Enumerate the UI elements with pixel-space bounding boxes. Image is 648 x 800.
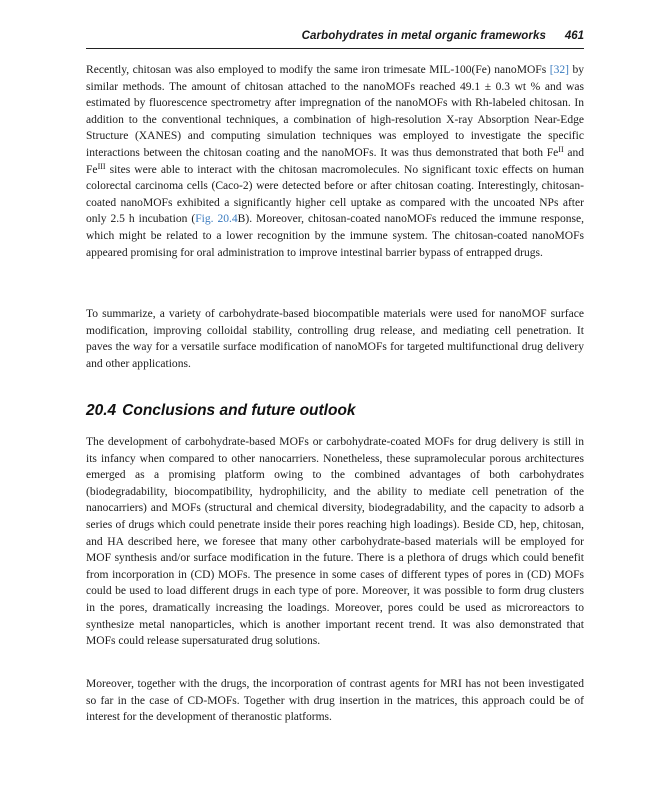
paragraph-text: sites were able to interact with the chitosan macromolecules. No significant toxic effects on human colorectal carcinoma cells (Caco-2) were detected before or after chitosan coating. Interestingly, chitosan-coated nanoMOFs exhibited a significantly higher cell uptake as compared with the uncoated NPs after only 2.5 h incubation ( [86, 163, 584, 226]
paragraph-summary: To summarize, a variety of carbohydrate-based biocompatible materials were used for nanoMOF surface modification, improving colloidal stability, controlling drug release, and mediating cell penetration. It paves the way for a versatile surface modification of nanoMOFs for targeted multifunctional drug delivery and other applications. [86, 308, 584, 370]
paragraph-text: Recently, chitosan was also employed to modify the same iron trimesate MIL-100(Fe) nanoMOFs [86, 64, 550, 76]
running-title: Carbohydrates in metal organic frameworks [301, 30, 546, 42]
superscript: III [97, 161, 106, 171]
section-heading [86, 402, 356, 420]
paragraph-text: by similar methods. The amount of chitosan attached to the nanoMOFs reached 49.1 ± 0.3 wt % and was estimated by fluorescence spectrometry after impregnation of the nanoMOFs with Rh-labeled chitosan. In addition to the conventional techniques, a combination of high-resolution X-ray Absorption Near-Edge Structure (XANES) and computing simulation techniques was employed to investigate the specific interactions between the chitosan coating and the nanoMOFs. It was thus demonstrated that both Fe [86, 64, 585, 159]
running-header [86, 30, 584, 49]
figure-link[interactable]: Fig. 20.4 [195, 213, 238, 226]
paragraph-conclusions: The development of carbohydrate-based MOFs or carbohydrate-coated MOFs for drug delivery is still in its infancy when compared to other nanocarriers. Nonetheless, these supramolecular porous architectures emerged as a promising platform owing to the combined advantages of both carbohydrates (biodegradability, biocompatibility, hydrophilicity, and the ability to mediate cell penetration of the nanocarriers) and MOFs (structural and chemical diversity, biodegradability, and the capacity to adsorb a series of drugs which could penetrate inside their pores reaching high loadings). Beside CD, hep, chitosan, and HA described here, we foresee that many other carbohydrate-based materials will be employed for MOF synthesis and/or surface modification in the future. There is a plethora of drugs which could benefit from incorporation in (CD) MOFs. The presence in some cases of different types of pores in (CD) MOFs could be used to load different drugs in each type of pore. Moreover, it was possible to form drug clusters in the pores, dramatically increasing the loadings. Moreover, pores could be used as microreactors to synthesize metal nanoparticles, which is another important recent trend. It was also demonstrated that MOFs could release supersaturated drug solutions. [86, 436, 584, 648]
reference-link[interactable]: [32] [549, 64, 569, 76]
paragraph-text: and Fe [86, 146, 585, 176]
section-number: 20.4 [86, 402, 117, 419]
section-title: Conclusions and future outlook [122, 402, 356, 419]
paragraph-text: B). Moreover, chitosan-coated nanoMOFs reduced the immune response, which might be related to a lower recognition by the immune system. The chitosan-coated nanoMOFs appeared promising for oral administration to improve intestinal barrier bypass of entrapped drugs. [86, 213, 584, 259]
superscript: II [558, 144, 564, 154]
paragraph-chitosan-coating [86, 62, 584, 261]
paragraph-outlook: Moreover, together with the drugs, the incorporation of contrast agents for MRI has not been investigated so far in the case of CD-MOFs. Together with drug insertion in the matrices, this approach could be of interest for the development of theranostic platforms. [86, 678, 584, 724]
page-number: 461 [564, 30, 584, 42]
